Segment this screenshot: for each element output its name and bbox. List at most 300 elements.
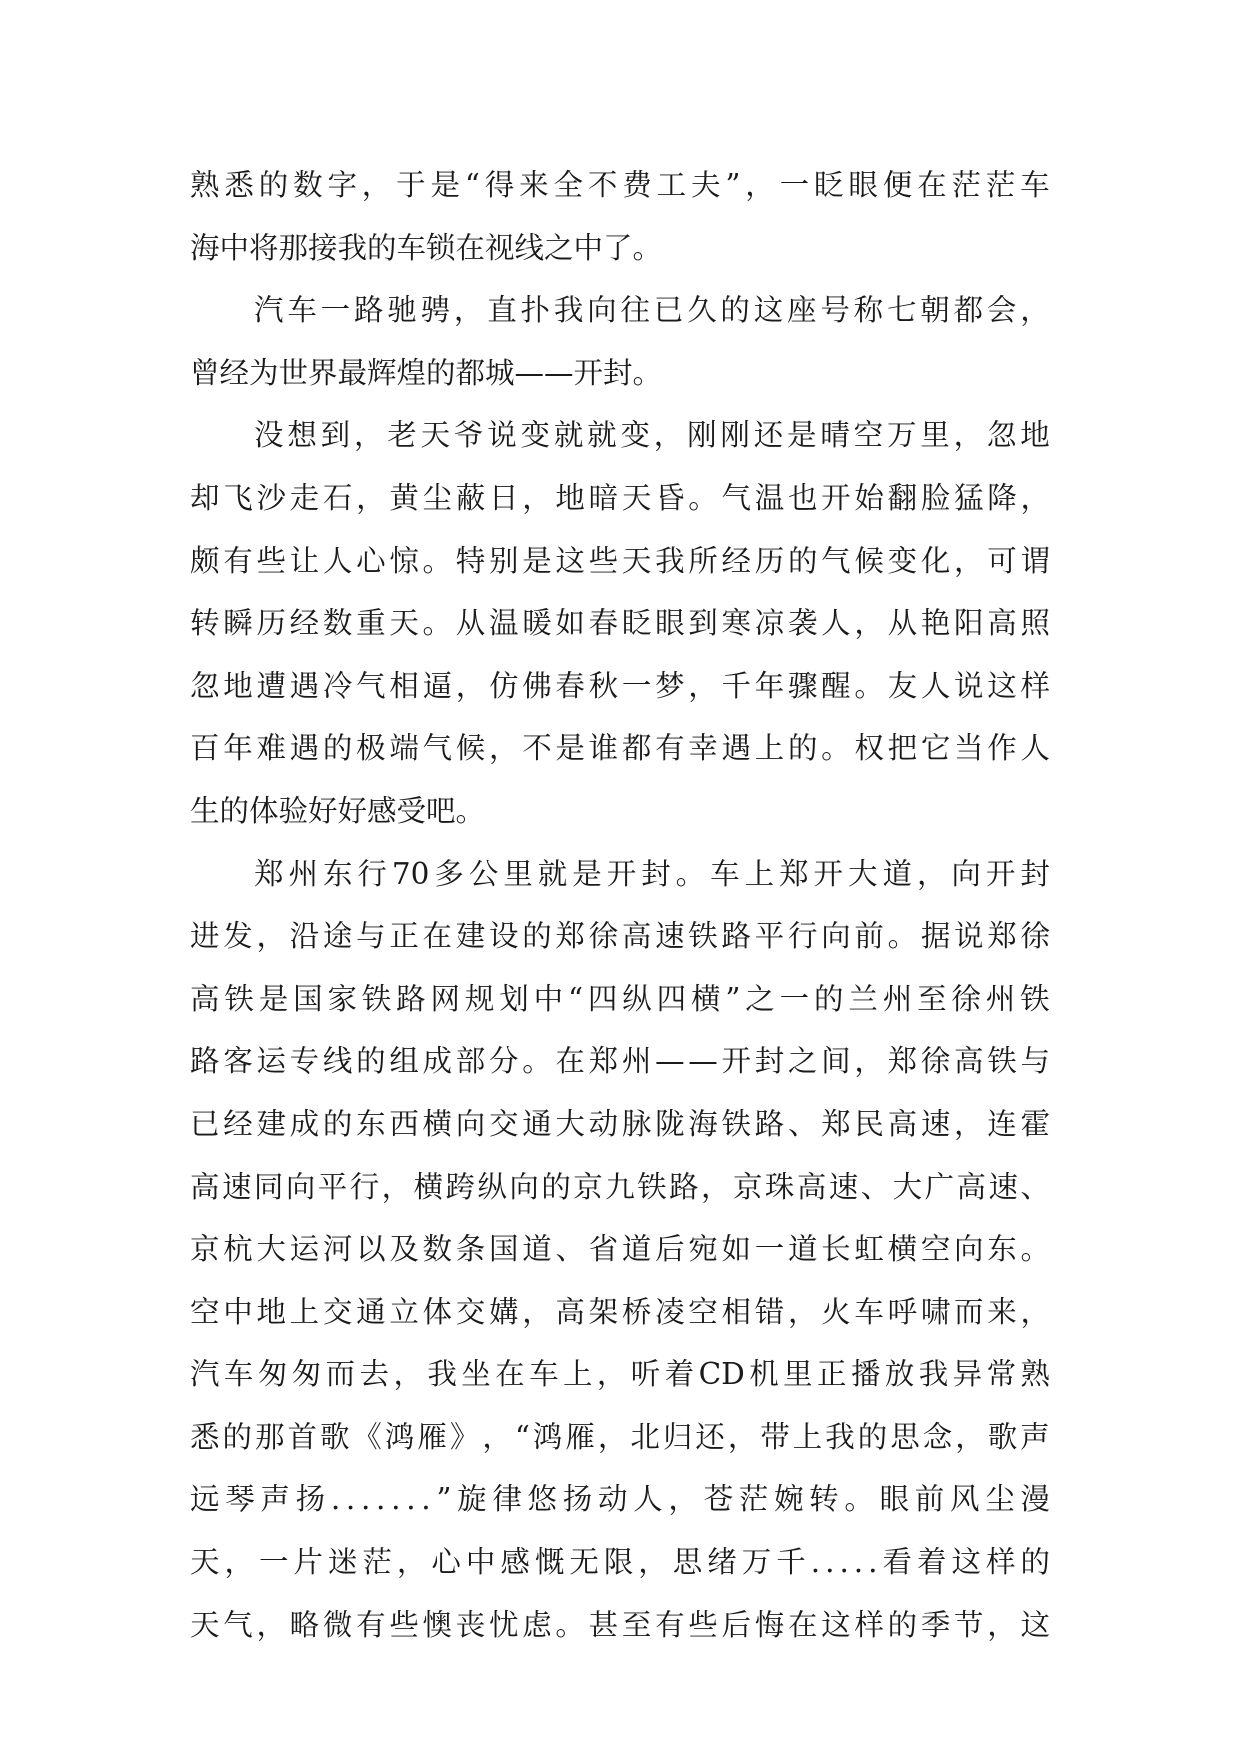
text-glyph: 温 — [754, 480, 785, 515]
text-glyph: 就 — [537, 856, 568, 891]
text-glyph: 跨 — [445, 1169, 476, 1204]
text-glyph: 至 — [621, 1607, 652, 1642]
text-glyph: 是 — [258, 981, 289, 1016]
text-glyph: 虑 — [522, 1607, 552, 1642]
text-glyph: “ — [464, 168, 480, 202]
text-glyph: 而 — [325, 1357, 356, 1392]
text-line — [190, 1343, 1050, 1406]
text-glyph: 千 — [721, 668, 752, 703]
text-glyph: 没 — [254, 418, 284, 453]
text-glyph: 大 — [848, 856, 878, 891]
text-glyph: 的 — [356, 1044, 386, 1079]
text-glyph: 、 — [1020, 1169, 1050, 1204]
text-glyph: 片 — [293, 1545, 323, 1580]
text-glyph: 歌 — [987, 1419, 1018, 1454]
text-glyph: 大 — [256, 1232, 286, 1267]
text-glyph: 据 — [920, 919, 951, 954]
text-line — [190, 1281, 1050, 1344]
text-glyph: 仿 — [488, 668, 519, 703]
text-glyph: 变 — [620, 418, 650, 453]
text-glyph: 河 — [322, 1232, 353, 1267]
text-glyph: 立 — [389, 1294, 419, 1329]
text-glyph: 徐 — [920, 1044, 951, 1079]
text-glyph: 向 — [951, 856, 981, 891]
text-glyph: 变 — [887, 543, 918, 578]
text-glyph: 车 — [529, 1357, 559, 1392]
text-glyph: 温 — [488, 606, 519, 641]
text-glyph: 限 — [603, 1545, 634, 1580]
text-glyph: 车 — [1020, 168, 1050, 202]
text-glyph: 甚 — [588, 1607, 619, 1642]
text-glyph: 微 — [322, 1607, 353, 1642]
text-glyph: 遇 — [289, 668, 320, 703]
text-glyph: 、 — [860, 1169, 891, 1204]
text-glyph: 郑 — [254, 856, 284, 891]
text-glyph: 州 — [288, 856, 318, 891]
text-glyph: 气 — [223, 1607, 253, 1642]
text-glyph: 广 — [924, 1169, 955, 1204]
text-glyph: 思 — [672, 1545, 703, 1580]
text-glyph: 眼 — [848, 168, 878, 202]
text-glyph: 都 — [953, 293, 984, 328]
text-glyph: 年 — [754, 668, 785, 703]
text-glyph: 、 — [555, 1232, 585, 1267]
text-glyph: 平 — [317, 1169, 348, 1204]
text-line — [190, 717, 1050, 780]
text-glyph: 前 — [914, 1482, 945, 1517]
text-glyph: 心 — [356, 543, 386, 578]
text-glyph: 百 — [190, 731, 220, 766]
text-glyph: 速 — [221, 1169, 252, 1204]
text-glyph: 带 — [760, 1419, 790, 1454]
text-glyph: . — [360, 1482, 371, 1517]
text-glyph: 这 — [753, 293, 784, 328]
text-glyph: 声 — [1020, 1419, 1050, 1454]
text-glyph: ” — [725, 168, 741, 202]
text-glyph: 高 — [887, 1106, 918, 1141]
text-glyph: 把 — [887, 731, 918, 766]
text-glyph: 匆 — [291, 1357, 322, 1392]
text-glyph: 北 — [630, 1419, 660, 1454]
text-glyph: 。 — [821, 731, 851, 766]
text-glyph: 组 — [389, 1044, 419, 1079]
text-glyph: 。 — [422, 543, 453, 578]
text-glyph: 鸿 — [532, 1419, 563, 1454]
text-glyph: 是 — [522, 543, 552, 578]
text-glyph: 一 — [779, 981, 810, 1016]
text-line: 曾经为世界最辉煌的都城——开封。 — [190, 355, 663, 390]
text-glyph: 去 — [359, 1357, 390, 1392]
text-glyph: 我 — [427, 1357, 457, 1392]
text-glyph: 后 — [655, 1232, 685, 1267]
text-glyph: 念 — [922, 1419, 953, 1454]
text-glyph: 进 — [190, 919, 220, 954]
text-glyph: 来 — [987, 1294, 1017, 1329]
text-glyph: 声 — [260, 1482, 290, 1517]
text-glyph: 地 — [1020, 418, 1050, 453]
text-glyph: 铁 — [987, 1044, 1017, 1079]
text-glyph: 天 — [190, 1607, 220, 1642]
text-glyph: 线 — [322, 1044, 353, 1079]
text-glyph: 数 — [422, 1232, 453, 1267]
text-glyph: 铁 — [361, 981, 392, 1016]
text-glyph: 州 — [882, 981, 913, 1016]
text-glyph: ” — [725, 981, 741, 1016]
text-line — [190, 467, 1050, 530]
text-glyph: 从 — [887, 606, 918, 641]
text-glyph: ， — [727, 1419, 758, 1454]
text-glyph: 车 — [223, 1357, 254, 1392]
text-glyph: 都 — [621, 731, 652, 766]
text-glyph: 的 — [322, 1106, 353, 1141]
text-glyph: . — [825, 1545, 835, 1580]
text-glyph: 西 — [389, 1106, 419, 1141]
text-glyph: 里 — [920, 418, 950, 453]
text-glyph: “ — [567, 981, 584, 1016]
text-glyph: ” — [436, 1482, 452, 1517]
text-line — [190, 592, 1050, 655]
text-glyph: 如 — [721, 1232, 752, 1267]
text-glyph: 在 — [787, 1607, 818, 1642]
text-glyph: 大 — [892, 1169, 923, 1204]
text-glyph: 空 — [190, 1294, 220, 1329]
text-glyph: 茫 — [951, 168, 981, 202]
text-glyph: 高 — [190, 1169, 220, 1204]
text-glyph: ， — [701, 1169, 731, 1204]
text-glyph: 横 — [887, 1232, 918, 1267]
text-glyph: 纵 — [622, 981, 652, 1016]
text-glyph: 上 — [792, 1419, 823, 1454]
text-glyph: 石 — [322, 480, 353, 515]
text-glyph: 播 — [850, 1357, 881, 1392]
text-glyph: 海 — [688, 1106, 718, 1141]
text-glyph: 上 — [754, 731, 785, 766]
text-glyph: 及 — [389, 1232, 419, 1267]
text-glyph: 路 — [353, 293, 384, 328]
text-glyph: 虹 — [854, 1232, 884, 1267]
text-glyph: 规 — [464, 981, 495, 1016]
text-glyph: 向 — [455, 1106, 486, 1141]
text-glyph: 路 — [721, 919, 752, 954]
text-glyph: 气 — [356, 668, 386, 703]
text-glyph: 70 — [391, 856, 430, 891]
text-glyph: ， — [361, 168, 392, 202]
text-glyph: ， — [688, 668, 718, 703]
text-line: 生的体验好好感受吧。 — [190, 793, 486, 828]
text-glyph: 行 — [357, 856, 387, 891]
text-glyph: 东 — [322, 856, 353, 891]
text-glyph: 后 — [721, 1607, 752, 1642]
text-glyph: 横 — [413, 1169, 444, 1204]
text-glyph: 着 — [664, 1357, 695, 1392]
text-glyph: 当 — [954, 731, 984, 766]
text-glyph: 遇 — [721, 731, 752, 766]
text-glyph: 人 — [322, 543, 353, 578]
text-glyph: 封 — [754, 1044, 785, 1079]
text-glyph: ， — [953, 418, 984, 453]
text-glyph: 郑 — [779, 856, 809, 891]
text-glyph: ， — [256, 919, 286, 954]
text-glyph: 高 — [190, 981, 220, 1016]
text-glyph: 些 — [588, 543, 619, 578]
text-glyph: 之 — [745, 981, 775, 1016]
text-glyph: 道 — [522, 1232, 552, 1267]
text-glyph: 这 — [951, 1545, 981, 1580]
text-glyph: 交 — [455, 1294, 486, 1329]
text-glyph: 地 — [223, 668, 253, 703]
text-glyph: 一 — [621, 668, 652, 703]
text-glyph: 地 — [555, 480, 585, 515]
text-glyph: ， — [745, 168, 775, 202]
text-glyph: 宛 — [688, 1232, 718, 1267]
text-glyph: 那 — [254, 1419, 285, 1454]
text-glyph: ， — [393, 1357, 423, 1392]
text-glyph: 黄 — [389, 480, 419, 515]
text-line — [190, 1093, 1050, 1156]
text-glyph: 》 — [449, 1419, 480, 1454]
text-glyph: 京 — [732, 1169, 763, 1204]
text-glyph: 走 — [289, 480, 320, 515]
text-glyph: 天 — [420, 418, 451, 453]
text-glyph: 。 — [422, 606, 453, 641]
text-glyph: 建 — [455, 919, 486, 954]
text-glyph: 候 — [854, 543, 884, 578]
text-glyph: 在 — [422, 919, 453, 954]
text-glyph: 中 — [465, 1545, 496, 1580]
text-glyph: 歌 — [319, 1419, 350, 1454]
text-glyph: 千 — [776, 1545, 806, 1580]
text-glyph: 中 — [533, 981, 564, 1016]
text-glyph: 绪 — [707, 1545, 737, 1580]
text-glyph: 家 — [327, 981, 357, 1016]
text-glyph: 迷 — [327, 1545, 358, 1580]
text-glyph: 化 — [920, 543, 951, 578]
text-glyph: 高 — [956, 1169, 987, 1204]
text-glyph: 茫 — [738, 1482, 769, 1517]
text-glyph: 行 — [787, 919, 818, 954]
text-glyph: 久 — [687, 293, 717, 328]
text-glyph: 人 — [920, 668, 951, 703]
text-glyph: 。 — [688, 480, 718, 515]
text-glyph: 而 — [954, 1294, 984, 1329]
text-glyph: ， — [854, 606, 884, 641]
text-glyph: 已 — [190, 1106, 220, 1141]
text-glyph: 春 — [555, 668, 585, 703]
text-glyph: 茫 — [362, 1545, 392, 1580]
text-glyph: 略 — [289, 1607, 320, 1642]
text-glyph: 就 — [553, 418, 584, 453]
text-glyph: 铁 — [637, 1169, 667, 1204]
text-glyph: 运 — [289, 1232, 320, 1267]
text-glyph: 长 — [821, 1232, 851, 1267]
text-glyph: 横 — [422, 1106, 453, 1141]
text-glyph: 汽 — [254, 293, 284, 328]
text-glyph: 里 — [783, 1357, 813, 1392]
text-glyph: ， — [916, 856, 947, 891]
text-glyph: 作 — [987, 731, 1017, 766]
text-glyph: 思 — [890, 1419, 920, 1454]
text-glyph: 样 — [1020, 668, 1050, 703]
text-glyph: 猛 — [954, 480, 984, 515]
text-glyph: 始 — [854, 480, 884, 515]
text-glyph: 就 — [587, 418, 617, 453]
text-glyph: 幸 — [688, 731, 718, 766]
text-line — [190, 843, 1050, 906]
text-glyph: 通 — [522, 1106, 552, 1141]
text-glyph: 照 — [1020, 606, 1050, 641]
text-glyph: 高 — [621, 919, 652, 954]
text-glyph: 万 — [741, 1545, 772, 1580]
text-glyph: 的 — [720, 293, 750, 328]
text-line — [190, 905, 1050, 968]
text-glyph: 一 — [779, 168, 810, 202]
text-glyph: 刚 — [687, 418, 717, 453]
text-glyph: 高 — [796, 1169, 827, 1204]
text-glyph: ， — [987, 1607, 1017, 1642]
text-glyph: 体 — [422, 1294, 453, 1329]
text-glyph: 上 — [562, 1357, 593, 1392]
text-glyph: 已 — [653, 293, 684, 328]
text-glyph: 变 — [520, 418, 551, 453]
text-glyph: 袭 — [787, 606, 818, 641]
text-glyph: 呼 — [887, 1294, 918, 1329]
text-glyph: 梦 — [655, 668, 685, 703]
text-glyph: 是 — [555, 731, 585, 766]
text-glyph: 鸿 — [384, 1419, 415, 1454]
text-glyph: 雁 — [417, 1419, 447, 1454]
text-glyph: 说 — [487, 418, 517, 453]
text-glyph: ， — [1020, 1294, 1050, 1329]
text-glyph: 一 — [320, 293, 351, 328]
text-glyph: 民 — [854, 1106, 884, 1141]
text-glyph: 至 — [917, 981, 947, 1016]
text-glyph: 到 — [320, 418, 351, 453]
text-glyph: 速 — [988, 1169, 1018, 1204]
text-line — [190, 1218, 1050, 1281]
text-glyph: 四 — [587, 981, 618, 1016]
text-glyph: . — [330, 1482, 341, 1517]
text-glyph: 不 — [522, 731, 552, 766]
text-glyph: 建 — [256, 1106, 286, 1141]
text-glyph: 悠 — [527, 1482, 558, 1517]
text-glyph: 些 — [688, 1607, 718, 1642]
text-glyph: 郑 — [821, 1106, 851, 1141]
text-glyph: 路 — [190, 1044, 220, 1079]
text-glyph: 路 — [396, 981, 426, 1016]
text-glyph: 郑 — [555, 919, 585, 954]
text-glyph: . — [391, 1482, 401, 1517]
text-glyph: 别 — [488, 543, 519, 578]
text-glyph: 我 — [655, 543, 685, 578]
text-glyph: 爷 — [453, 418, 484, 453]
text-glyph: 说 — [954, 919, 984, 954]
text-glyph: 眨 — [813, 168, 844, 202]
text-glyph: 火 — [821, 1294, 851, 1329]
text-glyph: 老 — [387, 418, 417, 453]
text-glyph: 降 — [987, 480, 1017, 515]
text-glyph: 重 — [356, 606, 386, 641]
text-glyph: 的 — [887, 1607, 918, 1642]
text-glyph: 我 — [918, 1357, 949, 1392]
text-glyph: ， — [488, 731, 519, 766]
text-glyph: ， — [455, 668, 486, 703]
text-glyph: 沙 — [256, 480, 286, 515]
text-glyph: 律 — [492, 1482, 522, 1517]
text-glyph: ， — [381, 1169, 412, 1204]
text-glyph: . — [853, 1545, 864, 1580]
text-glyph: 样 — [985, 1545, 1016, 1580]
text-glyph: 旋 — [457, 1482, 487, 1517]
text-glyph: 空 — [920, 1232, 951, 1267]
text-glyph: 凌 — [655, 1294, 685, 1329]
text-glyph: 气 — [821, 543, 851, 578]
text-glyph: 向 — [285, 1169, 316, 1204]
text-glyph: 昏 — [655, 480, 685, 515]
text-glyph: 开 — [813, 856, 844, 891]
text-glyph: 骋 — [420, 293, 451, 328]
text-glyph: ， — [1020, 480, 1050, 515]
text-glyph: 归 — [662, 1419, 693, 1454]
text-glyph: 的 — [1020, 1545, 1050, 1580]
text-glyph: 感 — [500, 1545, 530, 1580]
text-line — [190, 279, 1050, 342]
text-glyph: 的 — [787, 731, 818, 766]
text-glyph: 看 — [882, 1545, 913, 1580]
text-glyph: 会 — [986, 293, 1017, 328]
text-glyph: 朝 — [920, 293, 950, 328]
text-glyph: 连 — [987, 1106, 1017, 1141]
text-line — [190, 1594, 1050, 1657]
text-glyph: 京 — [190, 1232, 220, 1267]
text-glyph: 分 — [488, 1044, 519, 1079]
text-glyph: ， — [638, 1545, 668, 1580]
text-glyph: 极 — [356, 731, 386, 766]
text-glyph: 有 — [655, 1607, 685, 1642]
text-glyph: 丧 — [455, 1607, 486, 1642]
text-glyph: 。 — [1020, 1232, 1050, 1267]
text-glyph: 气 — [721, 480, 752, 515]
text-glyph: 说 — [954, 668, 984, 703]
text-glyph: 这 — [987, 668, 1017, 703]
text-glyph: 向 — [821, 919, 851, 954]
text-glyph: 的 — [258, 168, 289, 202]
text-glyph: 。 — [555, 1607, 585, 1642]
text-glyph: ， — [522, 480, 552, 515]
text-glyph: ， — [597, 1419, 628, 1454]
text-glyph: — — [688, 1044, 718, 1079]
text-glyph: 琴 — [225, 1482, 255, 1517]
text-glyph: . — [421, 1482, 431, 1517]
text-glyph: 忽 — [190, 668, 220, 703]
text-glyph: 熟 — [1020, 1357, 1050, 1392]
text-glyph: 驰 — [387, 293, 417, 328]
text-glyph: 熟 — [190, 168, 220, 202]
text-glyph: 座 — [787, 293, 817, 328]
text-glyph: 客 — [223, 1044, 253, 1079]
text-glyph: 慨 — [534, 1545, 565, 1580]
text-glyph: 京 — [573, 1169, 603, 1204]
text-glyph: 首 — [287, 1419, 317, 1454]
text-glyph: 苍 — [703, 1482, 734, 1517]
text-glyph: 还 — [753, 418, 784, 453]
text-glyph: 费 — [622, 168, 652, 202]
text-glyph: 上 — [289, 1294, 320, 1329]
text-glyph: 九 — [605, 1169, 635, 1204]
text-glyph: 东 — [987, 1232, 1017, 1267]
text-glyph: 暗 — [588, 480, 619, 515]
text-glyph: 的 — [222, 1419, 252, 1454]
text-glyph: 便 — [882, 168, 913, 202]
